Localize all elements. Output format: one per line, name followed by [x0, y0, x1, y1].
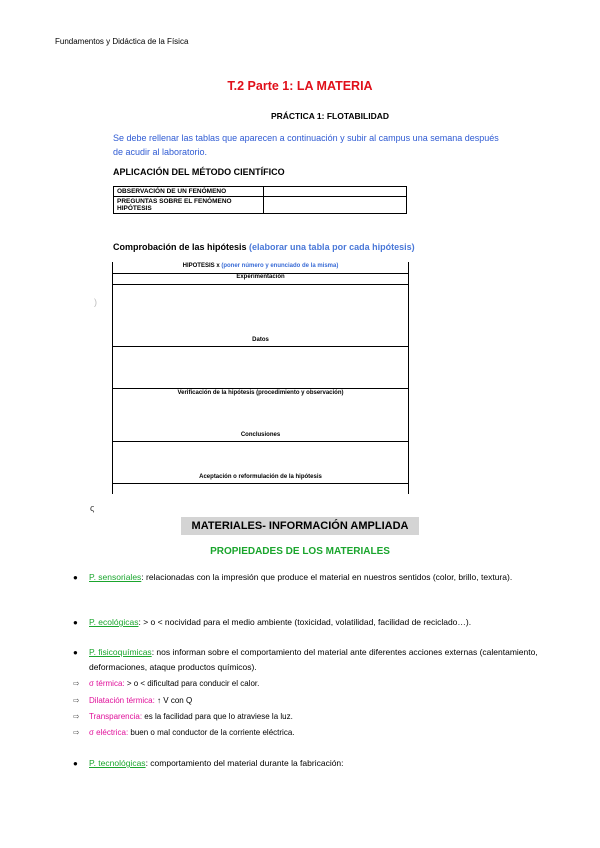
hypothesis-title-cell — [112, 263, 409, 269]
method-answer-cell[interactable] — [264, 197, 407, 214]
stray-mark: ς — [90, 503, 95, 513]
hypothesis-heading — [113, 242, 415, 252]
table-row — [114, 187, 407, 197]
hypothesis-title-note: (poner número y enunciado de la misma) — [221, 263, 339, 269]
sub-term: Transparencia: — [89, 712, 143, 721]
method-table — [113, 186, 407, 214]
hypothesis-title: HIPOTESIS x — [182, 263, 220, 269]
sub-text: ↑ V con Q — [154, 696, 193, 705]
row-data: Datos — [252, 337, 269, 343]
method-row-label: OBSERVACIÓN DE UN FENÓMENO — [114, 187, 264, 197]
property-text: : > o < nocividad para el medio ambiente (toxicidad, volatilidad, facilidad de reciclado…). — [138, 617, 472, 627]
row-divider — [112, 284, 409, 285]
table-border — [112, 262, 113, 494]
method-row-label — [114, 197, 264, 214]
bullet-icon: ● — [73, 618, 78, 627]
sub-text: buen o mal conductor de la corriente eléctrica. — [128, 728, 295, 737]
row-divider — [112, 388, 409, 389]
list-item — [73, 570, 544, 585]
method-heading: APLICACIÓN DEL MÉTODO CIENTÍFICO — [113, 167, 285, 177]
sub-text: es la facilidad para que lo atraviese la luz. — [142, 712, 293, 721]
practice-title: PRÁCTICA 1: FLOTABILIDAD — [270, 111, 390, 121]
document-header: Fundamentos y Didáctica de la Física — [55, 37, 189, 46]
property-term: P. ecológicas — [89, 617, 139, 627]
arrow-icon: ⇨ — [73, 696, 80, 705]
row-experimentation: Experimentación — [236, 274, 285, 280]
bullet-icon: ● — [73, 573, 78, 582]
row-divider — [112, 346, 409, 347]
method-row-label-hypothesis: HIPÓTESIS — [117, 205, 152, 212]
list-item — [73, 756, 544, 771]
property-text: : comportamiento del material durante la fabricación: — [145, 758, 344, 768]
property-term: P. fisicoquímicas — [89, 647, 152, 657]
materials-title: MATERIALES- INFORMACIÓN AMPLIADA — [181, 517, 419, 535]
sub-item — [73, 695, 193, 707]
list-item — [73, 615, 544, 630]
row-verification: Verificación de la hipótesis (procedimiento y observación) — [177, 390, 344, 396]
sub-term: Dilatación térmica: — [89, 696, 155, 705]
arrow-icon: ⇨ — [73, 728, 80, 737]
sub-item — [73, 678, 260, 690]
sub-term: σ térmica: — [89, 679, 125, 688]
arrow-icon: ⇨ — [73, 679, 80, 688]
page-title: T.2 Parte 1: LA MATERIA — [227, 79, 373, 93]
hypothesis-heading-text: Comprobación de las hipótesis — [113, 242, 247, 252]
properties-title: PROPIEDADES DE LOS MATERIALES — [210, 546, 390, 557]
property-text: : nos informan sobre el comportamiento del material ante diferentes acciones externas (calentamiento, deformaciones, ataque productos químicos). — [89, 647, 538, 672]
row-divider — [112, 483, 409, 484]
method-row-label-questions: PREGUNTAS SOBRE EL FENÓMENO — [117, 198, 232, 205]
arrow-icon: ⇨ — [73, 712, 80, 721]
intro-text: Se debe rellenar las tablas que aparecen a continuación y subir al campus una semana después de acudir al laboratorio. — [113, 133, 499, 157]
bullet-icon: ● — [73, 759, 78, 768]
sub-text: > o < dificultad para conducir el calor. — [124, 679, 260, 688]
row-acceptance: Aceptación o reformulación de la hipótesis — [199, 474, 322, 480]
property-term: P. sensoriales — [89, 572, 142, 582]
bullet-icon: ● — [73, 648, 78, 657]
method-answer-cell[interactable] — [264, 187, 407, 197]
stray-mark: ) — [94, 297, 97, 307]
sub-item — [73, 727, 295, 739]
sub-term: σ eléctrica: — [89, 728, 129, 737]
table-border — [408, 262, 409, 494]
table-row — [114, 197, 407, 214]
row-conclusions: Conclusiones — [240, 432, 281, 438]
sub-item — [73, 711, 293, 723]
hypothesis-table — [112, 262, 409, 494]
property-text: : relacionadas con la impresión que produce el material en nuestros sentidos (color, brillo, textura). — [141, 572, 513, 582]
list-item — [73, 645, 544, 675]
property-term: P. tecnológicas — [89, 758, 146, 768]
row-divider — [112, 441, 409, 442]
hypothesis-heading-note: (elaborar una tabla por cada hipótesis) — [249, 242, 415, 252]
